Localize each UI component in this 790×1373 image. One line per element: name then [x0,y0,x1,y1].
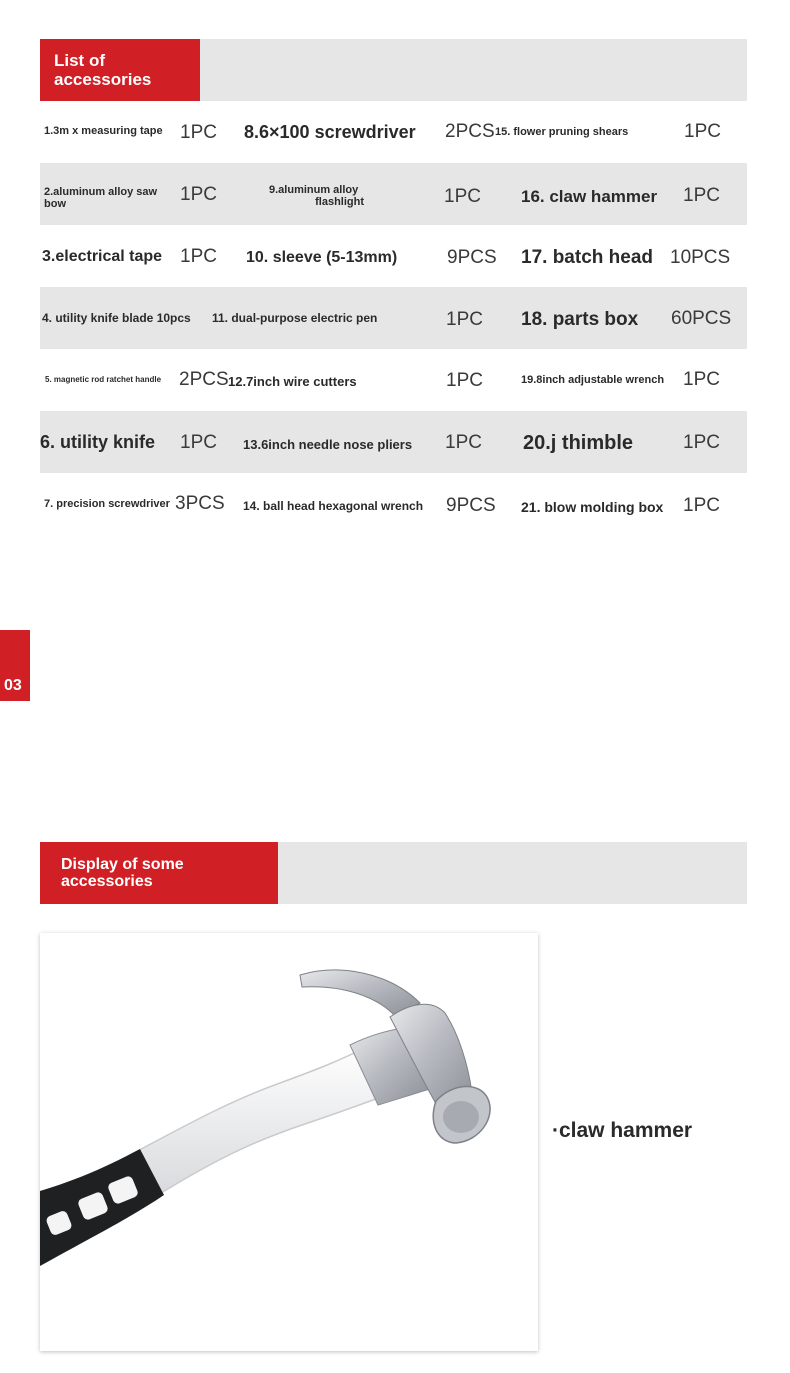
item-name: 5. magnetic rod ratchet handle [45,375,162,384]
item-name: 10. sleeve (5-13mm) [246,249,398,266]
table-row [40,101,747,163]
item-qty: 1PC [180,246,217,267]
photo-caption: ·claw hammer [552,1119,693,1142]
item-name: 14. ball head hexagonal wrench [243,499,424,513]
item-name: 2.aluminum alloy saw bow [44,186,158,210]
item-qty: 1PC [683,369,720,390]
item-name: 15. flower pruning shears [495,126,629,138]
item-name: 11. dual-purpose electric pen [212,311,378,325]
accessories-display-title: Display of some accessories [40,842,278,904]
claw-hammer-photo [40,933,538,1351]
item-name: 21. blow molding box [521,499,664,515]
item-name: 17. batch head [521,247,653,268]
accessories-list-header [40,39,747,101]
accessories-display-header [40,842,747,904]
item-qty: 1PC [683,495,720,516]
item-qty: 2PCS [179,369,229,390]
item-qty: 1PC [180,122,217,143]
section-number-tab [0,630,30,701]
item-qty: 1PC [446,370,483,391]
item-qty: 1PC [445,432,482,453]
item-name: 7. precision screwdriver [44,498,170,510]
item-name: 19.8inch adjustable wrench [521,374,665,386]
item-qty: 2PCS [445,121,495,142]
item-name: 4. utility knife blade 10pcs [42,311,191,325]
item-name: 12.7inch wire cutters [228,374,357,389]
item-qty: 1PC [444,186,481,207]
item-qty: 1PC [446,309,483,330]
accessories-list-title: List of accessories [40,39,200,101]
claw-hammer-icon [40,933,538,1351]
accessories-table [40,101,747,535]
table-row [40,225,747,287]
item-name: 18. parts box [521,309,639,330]
item-qty: 9PCS [446,495,496,516]
item-qty: 1PC [180,184,217,205]
item-qty: 1PC [180,432,217,453]
section-number: 03 [4,677,22,694]
table-row [40,411,747,473]
item-name: 13.6inch needle nose pliers [243,437,413,452]
item-name: 20.j thimble [523,432,634,454]
item-name: 8.6×100 screwdriver [244,122,416,142]
item-qty: 10PCS [670,247,731,268]
item-qty: 3PCS [175,493,225,514]
item-name: 1.3m x measuring tape [44,125,163,137]
item-name: 9.aluminum alloy flashlight [269,184,364,208]
item-qty: 1PC [683,185,720,206]
item-qty: 60PCS [671,308,732,329]
table-row [40,163,747,225]
table-row [40,287,747,349]
item-name: 6. utility knife [40,432,156,452]
table-row [40,473,747,535]
item-qty: 1PC [683,432,720,453]
item-qty: 1PC [684,121,721,142]
item-qty: 9PCS [447,247,497,268]
table-row [40,349,747,411]
item-name: 3.electrical tape [42,248,163,265]
item-name: 16. claw hammer [521,187,658,206]
